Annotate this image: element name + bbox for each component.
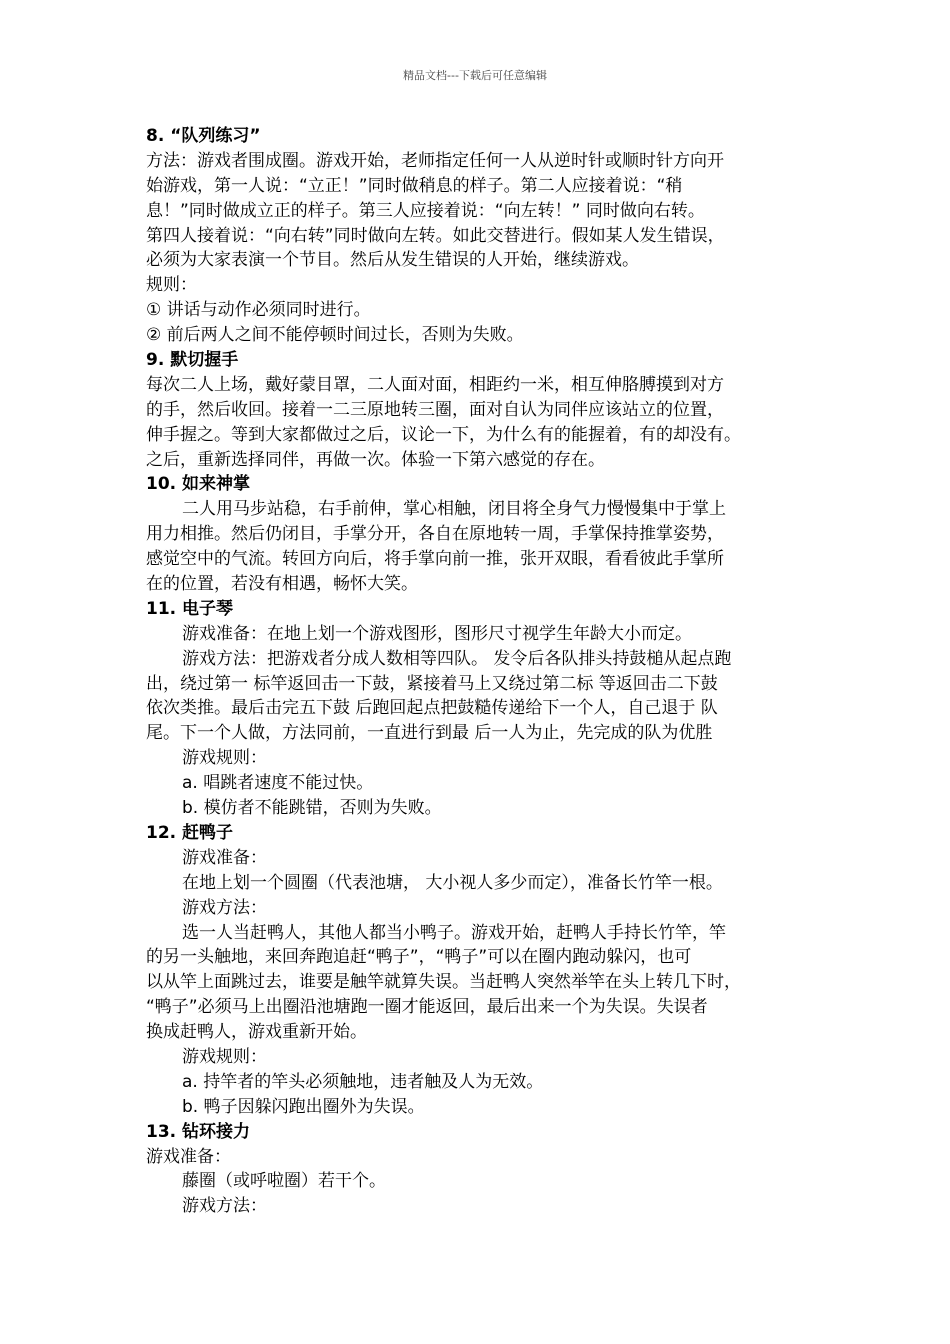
text-line: 用力相推。然后仍闭目，手掌分开，各自在原地转一周，手掌保持推掌姿势，: [146, 524, 724, 545]
text-line: 换成赶鸭人，游戏重新开始。: [146, 1022, 367, 1043]
text-line: b. 鸭子因躲闪跑出圈外为失误。: [182, 1096, 425, 1117]
text-line: ② 前后两人之间不能停顿时间过长，否则为失败。: [146, 325, 524, 346]
text-line: 尾。下一个人做，方法同前，一直进行到最 后一人为止，先完成的队为优胜: [146, 723, 713, 744]
text-line: 二人用马步站稳，右手前伸，掌心相触，闭目将全身气力慢慢集中于掌上: [182, 499, 726, 520]
text-line: “鸭子”必须马上出圈沿池塘跑一圈才能返回，最后出来一个为失误。失误者: [146, 997, 708, 1018]
text-line: 之后，重新选择同伴，再做一次。体验一下第六感觉的存在。: [146, 449, 605, 470]
section-heading: 12. 赶鸭子: [146, 822, 234, 843]
text-line: 在地上划一个圆圈（代表池塘， 大小视人多少而定），准备长竹竿一根。: [182, 872, 723, 893]
text-line: 的手，然后收回。接着一二三原地转三圈，面对自认为同伴应该站立的位置，: [146, 399, 724, 420]
text-line: 游戏准备：: [182, 847, 267, 868]
text-line: 游戏准备：: [146, 1146, 231, 1167]
section-heading: 13. 钻环接力: [146, 1121, 251, 1142]
text-line: 游戏准备：在地上划一个游戏图形，图形尺寸视学生年龄大小而定。: [182, 623, 692, 644]
text-line: 选一人当赶鸭人，其他人都当小鸭子。游戏开始，赶鸭人手持长竹竿，竿: [182, 922, 726, 943]
text-line: 游戏方法：: [182, 897, 267, 918]
text-line: 游戏规则：: [182, 1046, 267, 1067]
text-line: 始游戏，第一人说：“立正！”同时做稍息的样子。第二人应接着说：“稍: [146, 175, 683, 196]
text-line: 必须为大家表演一个节目。然后从发生错误的人开始，继续游戏。: [146, 250, 639, 271]
section-heading: 11. 电子琴: [146, 598, 234, 619]
text-line: 感觉空中的气流。转回方向后，将手掌向前一推，张开双眼，看看彼此手掌所: [146, 549, 724, 570]
section-heading: 8. “队列练习”: [146, 126, 261, 146]
text-line: 藤圈（或呼啦圈）若干个。: [182, 1171, 386, 1192]
text-line: 方法：游戏者围成圈。游戏开始，老师指定任何一人从逆时针或顺时针方向开: [146, 150, 724, 171]
text-line: 息！”同时做成立正的样子。第三人应接着说：“向左转！” 同时做向右转。: [146, 200, 705, 221]
text-line: b. 模仿者不能跳错，否则为失败。: [182, 798, 442, 819]
text-line: 依次类推。最后击完五下鼓 后跑回起点把鼓糙传递给下一个人，自己退于 队: [146, 698, 718, 719]
text-line: 的另一头触地，来回奔跑追赶“鸭子”，“鸭子”可以在圈内跑动躲闪，也可: [146, 947, 692, 968]
text-line: ① 讲话与动作必须同时进行。: [146, 300, 371, 321]
text-line: 每次二人上场，戴好蒙目罩，二人面对面，相距约一米，相互伸胳膊摸到对方: [146, 374, 724, 395]
text-line: 出，绕过第一 标竿返回击一下鼓，紧接着马上又绕过第二标 等返回击二下鼓: [146, 673, 718, 694]
text-line: 以从竿上面跳过去，谁要是触竿就算失误。当赶鸭人突然举竿在头上转几下时，: [146, 972, 741, 993]
section-heading: 10. 如来神掌: [146, 474, 251, 495]
text-line: 在的位置，若没有相遇，畅怀大笑。: [146, 574, 418, 595]
text-line: 游戏规则：: [182, 748, 267, 769]
document-body: [146, 124, 821, 1219]
section-heading: 9. 默切握手: [146, 350, 239, 371]
text-line: a. 持竿者的竿头必须触地，违者触及人为无效。: [182, 1071, 544, 1092]
text-line: 规则：: [146, 275, 197, 296]
text-line: a. 唱跳者速度不能过快。: [182, 773, 374, 794]
text-line: 游戏方法：把游戏者分成人数相等四队。 发令后各队排头持鼓槌从起点跑: [182, 648, 732, 669]
text-line: 伸手握之。等到大家都做过之后，议论一下，为什么有的能握着，有的却没有。: [146, 424, 741, 445]
page-header: 精品文档---下载后可任意编辑: [403, 69, 547, 82]
text-line: 游戏方法：: [182, 1196, 267, 1217]
text-line: 第四人接着说：“向右转”同时做向左转。如此交替进行。假如某人发生错误，: [146, 225, 725, 246]
